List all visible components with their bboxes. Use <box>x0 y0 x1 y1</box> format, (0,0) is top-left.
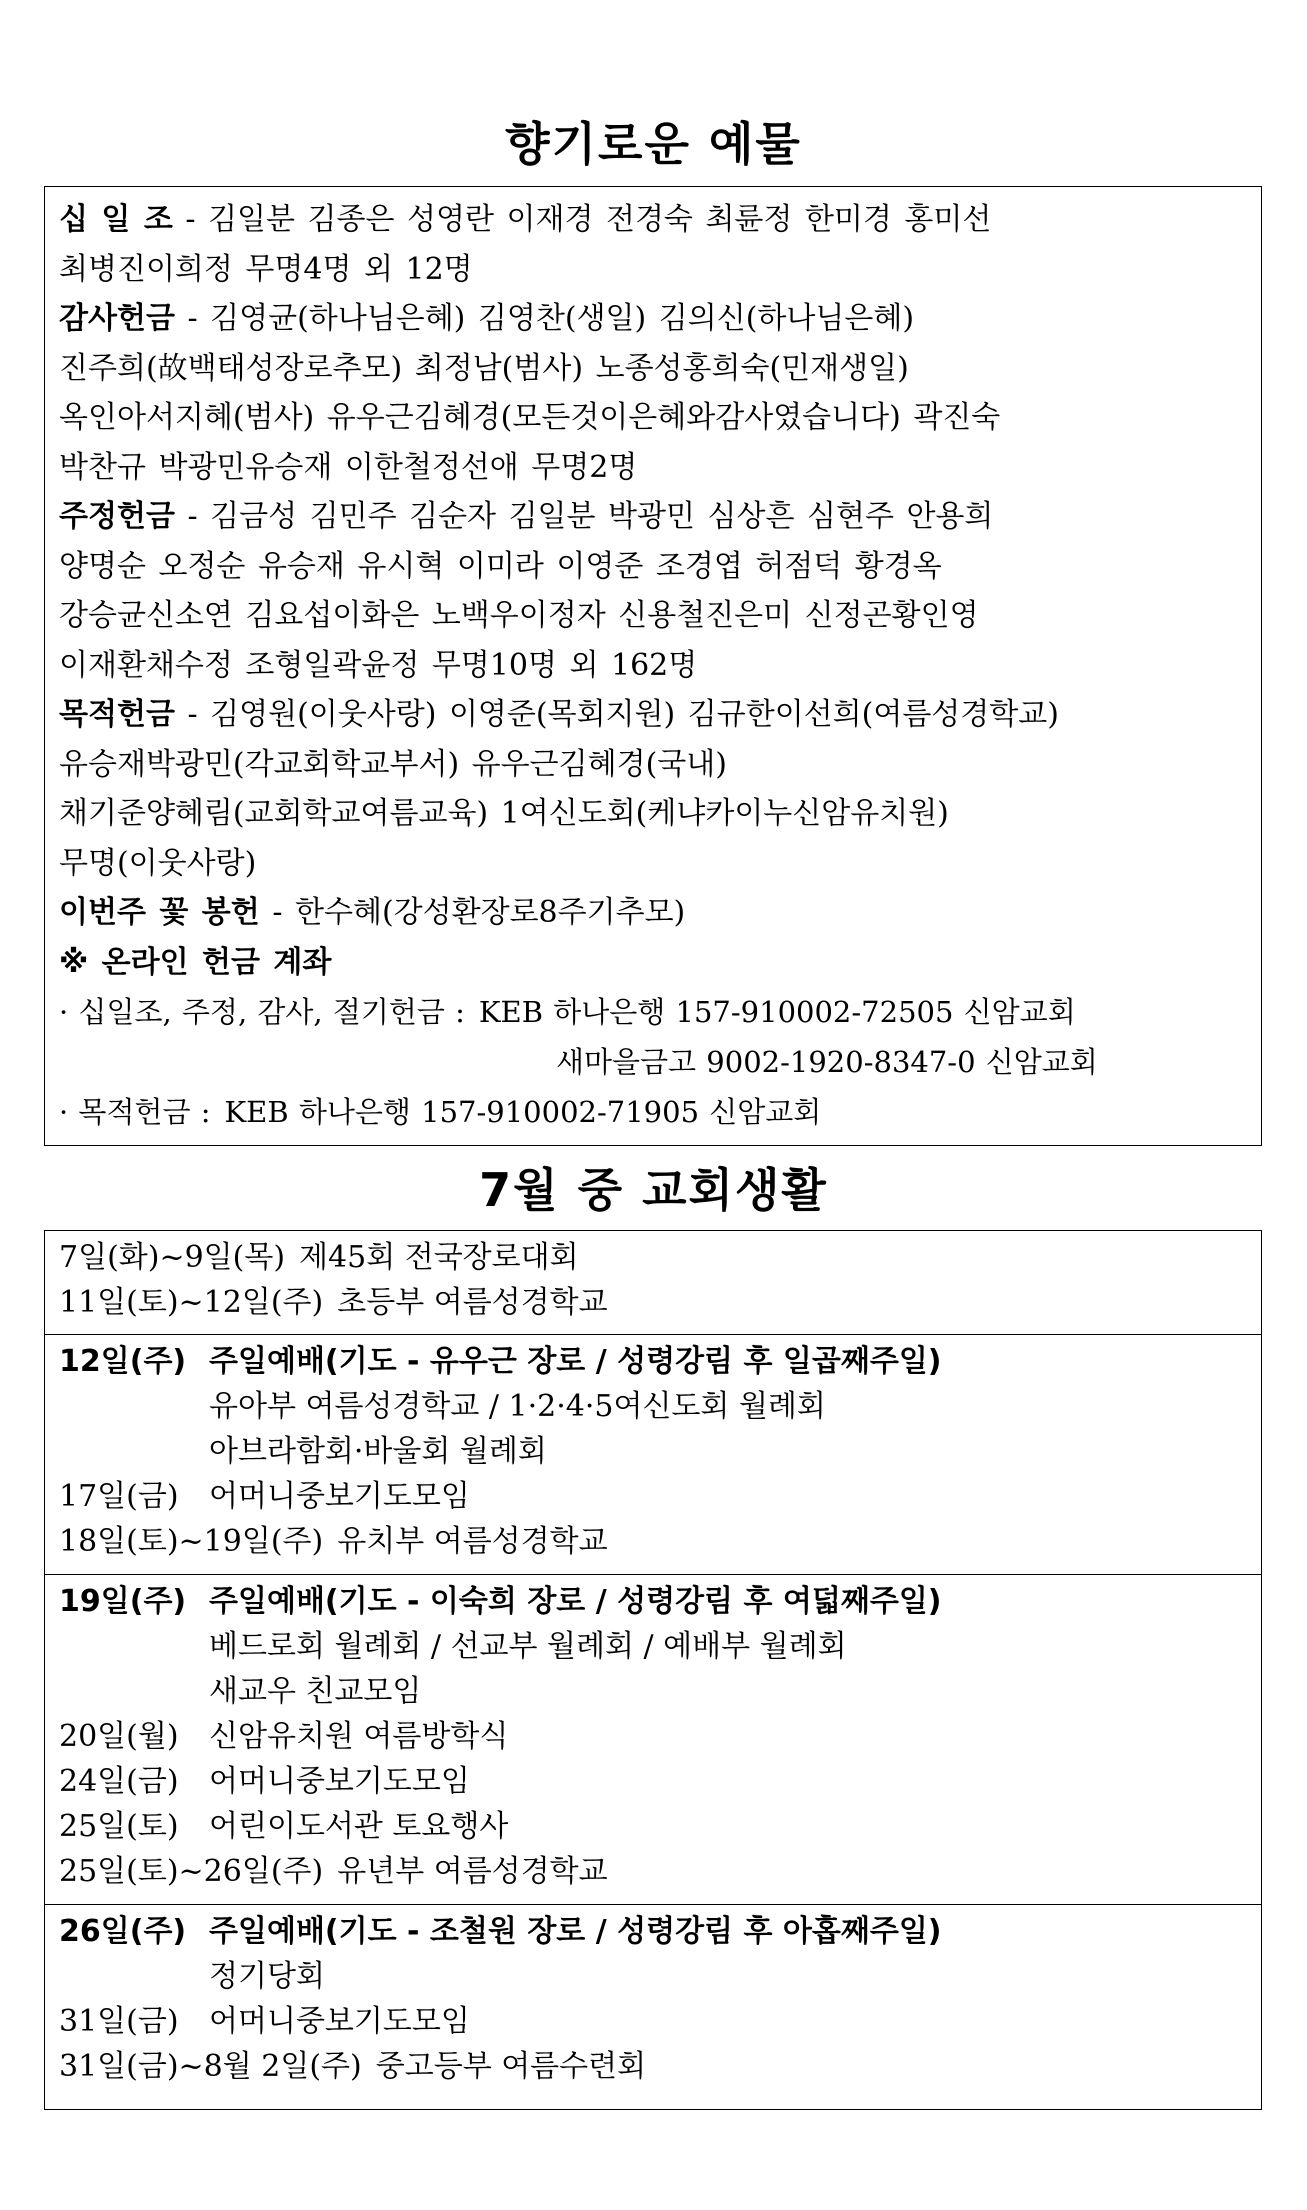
schedule-text: 아브라함회·바울회 월례회 <box>209 1434 547 1469</box>
schedule-date: 20일(월) <box>59 1719 179 1754</box>
schedule-row <box>59 1954 1247 1999</box>
category-separator: - <box>174 499 211 534</box>
donor-list: 무명(이웃사랑) <box>59 845 257 881</box>
donor-list: 최병진이희정 무명4명 외 12명 <box>59 251 473 287</box>
schedule-row <box>59 1909 1247 1954</box>
offering-line <box>59 195 1247 245</box>
schedule-row <box>59 1759 1247 1804</box>
schedule-group <box>45 1905 1261 2110</box>
category-separator: - <box>174 301 211 336</box>
offering-line <box>59 443 1247 493</box>
schedule-text: 어머니중보기도모임 <box>209 1479 470 1514</box>
category-separator: - <box>174 697 211 732</box>
schedule-date: 7일(화)~9일(목) <box>59 1240 286 1275</box>
offering-line <box>59 393 1247 443</box>
offering-line <box>59 789 1247 839</box>
offering-line <box>59 740 1247 790</box>
offering-title: 향기로운 예물 <box>505 117 802 171</box>
schedule-date: 31일(금)~8월 2일(주) <box>59 2049 362 2084</box>
schedule-row <box>59 2044 1247 2089</box>
schedule-text: 제45회 전국장로대회 <box>299 1240 579 1275</box>
offering-line <box>59 542 1247 592</box>
schedule-date: 11일(토)~12일(주) <box>59 1285 324 1320</box>
schedule-row <box>59 1714 1247 1759</box>
donor-list: 이재환채수정 조형일곽윤정 무명10명 외 162명 <box>59 647 698 683</box>
schedule-text: 베드로회 월례회 / 선교부 월례회 / 예배부 월례회 <box>209 1629 847 1664</box>
schedule-row <box>59 1624 1247 1669</box>
schedule-group <box>45 1575 1261 1905</box>
offering-line <box>59 690 1247 740</box>
donor-list: 박찬규 박광민유승재 이한철정선애 무명2명 <box>59 449 638 485</box>
schedule-date: 25일(토) <box>59 1809 179 1844</box>
account-prefix: · 십일조, 주정, 감사, 절기헌금 : <box>59 995 465 1029</box>
schedule-row <box>59 1669 1247 1714</box>
donor-list: 옥인아서지혜(범사) 유우근김혜경(모든것이은혜와감사였습니다) 곽진숙 <box>59 400 1001 435</box>
schedule-row <box>59 1849 1247 1894</box>
offering-line <box>59 492 1247 542</box>
account-detail: KEB 하나은행 157-910002-72505 신암교회 <box>478 995 1076 1029</box>
schedule-text: 신암유치원 여름방학식 <box>209 1719 509 1754</box>
schedule-row <box>59 1999 1247 2044</box>
donor-list: 한수혜(강성환장로8주기추모) <box>295 895 686 930</box>
category-label: 목적헌금 <box>59 697 175 732</box>
schedule-text: 어린이도서관 토요행사 <box>209 1809 509 1844</box>
donor-list: 김영균(하나님은혜) 김영찬(생일) 김의신(하나님은혜) <box>210 301 915 336</box>
category-label: 이번주 꽃 봉헌 <box>59 895 260 930</box>
donor-list: 김일분 김종은 성영란 이재경 전경숙 최륜정 한미경 홍미선 <box>208 202 992 237</box>
schedule-group <box>45 1335 1261 1575</box>
schedule-row <box>59 1280 1247 1325</box>
schedule-row <box>59 1519 1247 1564</box>
category-label: 십 일 조 <box>59 202 173 237</box>
donor-list: 김영원(이웃사랑) 이영준(목회지원) 김규한이선희(여름성경학교) <box>210 697 1059 732</box>
account-line <box>59 1037 1247 1087</box>
offering-line <box>59 245 1247 295</box>
category-separator: - <box>259 895 295 930</box>
schedule-row <box>59 1235 1247 1280</box>
donor-list: 채기준양혜림(교회학교여름교육) 1여신도회(케냐카이누신암유치원) <box>59 796 949 831</box>
schedule-date: 19일(주) <box>59 1584 187 1619</box>
donor-list: 강승균신소연 김요섭이화은 노백우이정자 신용철진은미 신정곤황인영 <box>59 598 979 633</box>
schedule-text: 초등부 여름성경학교 <box>337 1285 608 1320</box>
schedule-date: 12일(주) <box>59 1344 187 1379</box>
schedule-date: 24일(금) <box>59 1764 179 1799</box>
donor-list: 양명순 오정순 유승재 유시혁 이미라 이영준 조경엽 허점덕 황경옥 <box>59 548 942 584</box>
schedule-text: 중고등부 여름수련회 <box>375 2049 647 2084</box>
schedule-date: 31일(금) <box>59 2004 179 2039</box>
donor-list: 진주희(故백태성장로추모) 최정남(범사) 노종성홍희숙(민재생일) <box>59 350 909 386</box>
schedule-row <box>59 1339 1247 1384</box>
donor-list: 유승재박광민(각교회학교부서) 유우근김혜경(국내) <box>59 746 727 782</box>
schedule-row <box>59 1384 1247 1429</box>
account-detail: 새마을금고 9002-1920-8347-0 신암교회 <box>556 1045 1098 1079</box>
schedule-text: 어머니중보기도모임 <box>209 2004 470 2039</box>
schedule-text: 유년부 여름성경학교 <box>337 1854 608 1889</box>
offering-box <box>44 186 1262 1146</box>
schedule-date: 25일(토)~26일(주) <box>59 1854 324 1889</box>
schedule-text: 어머니중보기도모임 <box>209 1764 470 1799</box>
account-line <box>59 987 1247 1037</box>
offering-line <box>59 344 1247 394</box>
schedule-text: 주일예배(기도 - 이숙희 장로 / 성령강림 후 여덟째주일) <box>209 1584 942 1619</box>
account-prefix: · 목적헌금 : <box>59 1095 211 1129</box>
donor-list: 김금성 김민주 김순자 김일분 박광민 심상흔 심현주 안용희 <box>210 499 994 534</box>
offering-line <box>59 294 1247 344</box>
schedule-text: 정기당회 <box>209 1959 325 1994</box>
schedule-row <box>59 1429 1247 1474</box>
schedule-date: 26일(주) <box>59 1914 187 1949</box>
category-label: 감사헌금 <box>59 301 175 336</box>
schedule-text: 주일예배(기도 - 조철원 장로 / 성령강림 후 아홉째주일) <box>209 1914 942 1949</box>
account-detail: KEB 하나은행 157-910002-71905 신암교회 <box>224 1095 822 1129</box>
schedule-date: 17일(금) <box>59 1479 179 1514</box>
offering-line <box>59 641 1247 691</box>
account-line <box>59 1087 1247 1137</box>
offering-line <box>59 591 1247 641</box>
schedule-row <box>59 1474 1247 1519</box>
schedule-row <box>59 1579 1247 1624</box>
schedule-text: 유치부 여름성경학교 <box>337 1524 608 1559</box>
schedule-row <box>59 1804 1247 1849</box>
schedule-text: 새교우 친교모임 <box>209 1674 422 1709</box>
schedule-date: 18일(토)~19일(주) <box>59 1524 324 1559</box>
schedule-text: 주일예배(기도 - 유우근 장로 / 성령강림 후 일곱째주일) <box>209 1344 942 1379</box>
schedule-group <box>45 1231 1261 1335</box>
schedule-text: 유아부 여름성경학교 / 1·2·4·5여신도회 월례회 <box>209 1389 826 1424</box>
offering-line <box>59 888 1247 938</box>
schedule-title: 7월 중 교회생활 <box>479 1163 828 1217</box>
category-separator: - <box>172 202 209 237</box>
online-account-heading: ※ 온라인 헌금 계좌 <box>59 944 332 980</box>
offering-line <box>59 839 1247 889</box>
category-label: 주정헌금 <box>59 499 175 534</box>
schedule-box <box>44 1230 1262 2110</box>
